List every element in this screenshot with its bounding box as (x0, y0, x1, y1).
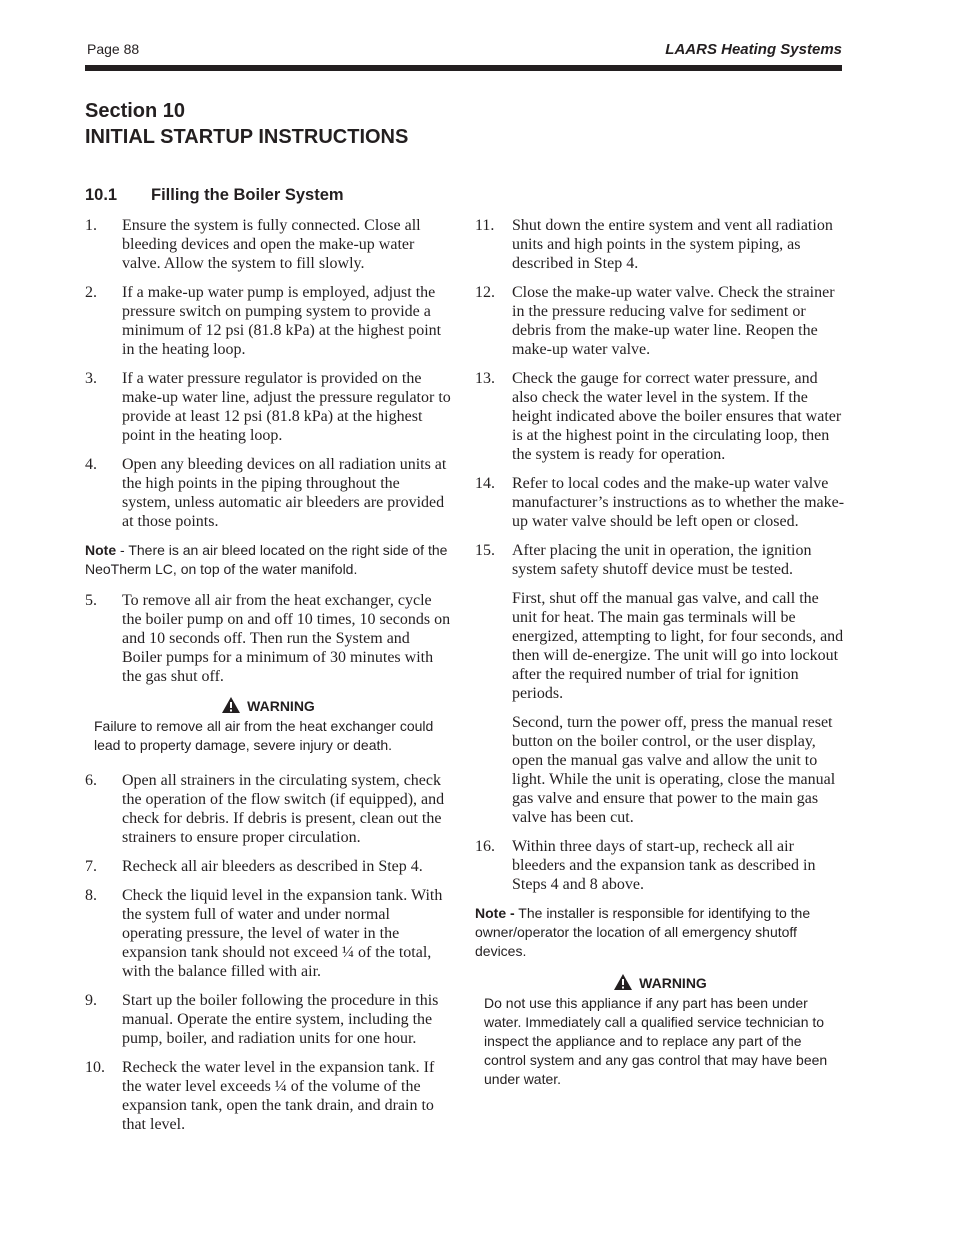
list-item (85, 1058, 451, 1134)
note-text: The installer is responsible for identifying to the owner/operator the location of all emergency shutoff devices. (475, 905, 811, 959)
right-column (475, 216, 845, 1105)
item-number: 8. (85, 887, 97, 904)
list-item (475, 837, 845, 894)
section-number: Section 10 (85, 100, 186, 122)
note-label: Note (85, 542, 117, 558)
item-number: 13. (475, 370, 495, 387)
warning-label: WARNING (639, 975, 707, 991)
warning-box (475, 973, 845, 1089)
air-bleed-note (85, 541, 451, 579)
item-text: Open any bleeding devices on all radiation units at the high points in the piping throughout the system, unless automatic air bleeders are provided at those points. (122, 456, 447, 530)
list-item (85, 857, 451, 876)
item-number: 16. (475, 838, 495, 855)
left-column (85, 216, 451, 1144)
section-title (85, 98, 408, 150)
item-number: 11. (475, 217, 495, 234)
header-rule (85, 65, 842, 71)
item-text: Check the liquid level in the expansion tank. With the system full of water and under normal operating pressure, the level of water in the expansion tank should not exceed ¼ of the total, with the balance filled with air. (122, 887, 443, 980)
item-number: 15. (475, 542, 495, 559)
warning-triangle-icon (221, 696, 241, 714)
page-number: Page 88 (87, 41, 140, 57)
list-item (85, 771, 451, 847)
step-15-paragraph-second: Second, turn the power off, press the manual reset button on the boiler control, or the user display, open the manual gas valve and allow the unit to light. While the unit is operating, close the manual gas valve and ensure that power to the main gas valve has been cut. (512, 714, 836, 826)
installer-note (475, 904, 845, 961)
item-number: 14. (475, 475, 495, 492)
item-number: 1. (85, 217, 97, 234)
item-number: 7. (85, 858, 97, 875)
section-heading: INITIAL STARTUP INSTRUCTIONS (85, 126, 409, 148)
item-number: 4. (85, 456, 97, 473)
item-text: If a water pressure regulator is provided on the make-up water line, adjust the pressure regulator to provide at least 12 psi (81.8 kPa) at the highest point in the heating loop. (122, 370, 451, 444)
item-number: 2. (85, 284, 97, 301)
warning-triangle-icon (613, 973, 633, 991)
list-item (85, 991, 451, 1048)
list-item (85, 216, 451, 273)
subsection-number: 10.1 (85, 186, 118, 204)
item-text: Start up the boiler following the procedure in this manual. Operate the entire system, including the pump, boiler, and radiation units for one hour. (122, 992, 439, 1047)
warning-box (85, 696, 451, 755)
item-number: 9. (85, 992, 97, 1009)
list-item (475, 283, 845, 359)
list-item (85, 455, 451, 531)
subsection-title (85, 186, 344, 205)
subsection-heading: Filling the Boiler System (151, 186, 344, 204)
warning-text: Do not use this appliance if any part has been under water. Immediately call a qualified service technician to inspect the appliance and to replace any part of the control system and any gas control that may have been under water. (484, 995, 828, 1087)
warning-label: WARNING (247, 698, 315, 714)
item-text: If a make-up water pump is employed, adjust the pressure switch on pumping system to provide a minimum of 12 psi (81.8 kPa) at the highest point in the heating loop. (122, 284, 442, 358)
warning-text: Failure to remove all air from the heat exchanger could lead to property damage, severe injury or death. (94, 718, 434, 753)
item-text: Recheck the water level in the expansion tank. If the water level exceeds ¼ of the volume of the expansion tank, open the tank drain, and drain to that level. (122, 1059, 435, 1133)
list-item (85, 283, 451, 359)
list-item (475, 216, 845, 273)
item-text: Refer to local codes and the make-up water valve manufacturer’s instructions as to whether the make-up water valve should be left open or closed. (512, 475, 845, 530)
item-text: Within three days of start-up, recheck all air bleeders and the expansion tank as described in Steps 4 and 8 above. (512, 838, 816, 893)
item-text: Shut down the entire system and vent all radiation units and high points in the system piping, as described in Step 4. (512, 217, 833, 272)
list-item (85, 591, 451, 686)
note-label: Note - (475, 905, 515, 921)
item-text: Open all strainers in the circulating system, check the operation of the flow switch (if equipped), and check for debris. If debris is present, clean out the strainers to ensure proper circulation. (122, 772, 445, 846)
list-item (475, 474, 845, 531)
item-number: 3. (85, 370, 97, 387)
warning-heading (475, 973, 845, 991)
item-number: 10. (85, 1059, 105, 1076)
list-item (475, 541, 845, 579)
item-number: 6. (85, 772, 97, 789)
item-text: Close the make-up water valve. Check the strainer in the pressure reducing valve for sediment or debris from the make-up water line. Reopen the make-up water valve. (512, 284, 835, 358)
list-item (85, 886, 451, 981)
item-text: After placing the unit in operation, the ignition system safety shutoff device must be tested. (512, 542, 812, 578)
step-15-paragraph-first: First, shut off the manual gas valve, and call the unit for heat. The main gas terminals will be energized, attempting to light, for four seconds, and then will de-energize. The unit will go into lockout after the required number of trial for ignition periods. (512, 590, 844, 702)
item-text: Check the gauge for correct water pressure, and also check the water level in the system. If the height indicated above the boiler ensures that water is at the highest point in the circulating loop, then the system is ready for operation. (512, 370, 842, 463)
warning-heading (85, 696, 451, 714)
item-text: To remove all air from the heat exchanger, cycle the boiler pump on and off 10 times, 10 seconds on and 10 seconds off. Then run the System and Boiler pumps for a minimum of 30 minutes with the gas shut off. (122, 592, 451, 685)
brand-name: LAARS Heating Systems (665, 41, 842, 58)
item-text: Ensure the system is fully connected. Close all bleeding devices and open the make-up water valve. Allow the system to fill slowly. (122, 217, 421, 272)
list-item (475, 369, 845, 464)
item-number: 5. (85, 592, 97, 609)
list-item (85, 369, 451, 445)
item-number: 12. (475, 284, 495, 301)
note-text: - There is an air bleed located on the right side of the NeoTherm LC, on top of the water manifold. (85, 542, 448, 577)
item-text: Recheck all air bleeders as described in Step 4. (122, 858, 423, 875)
